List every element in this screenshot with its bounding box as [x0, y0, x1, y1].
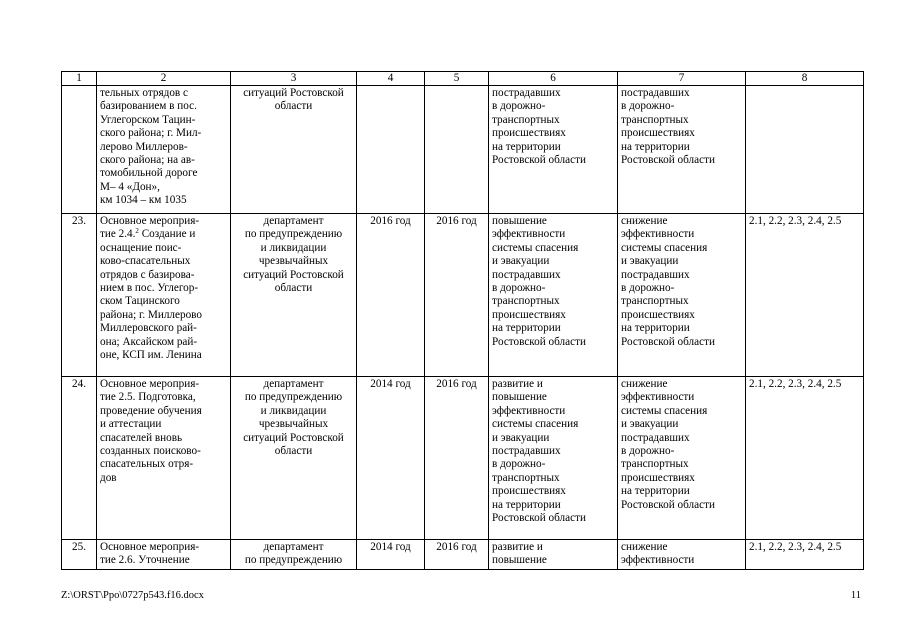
end-year: 2016 год [425, 540, 489, 570]
indicator-links: 2.1, 2.2, 2.3, 2.4, 2.5 [746, 214, 864, 377]
expected-result: развитие и повышение [489, 540, 618, 570]
header-row [62, 72, 864, 86]
row-number: 23. [62, 214, 97, 377]
executor: департамент по предупреждению [231, 540, 357, 570]
non-implementation-consequence: снижение эффективности системы спасения и эвакуации пострадавших в дорожно- транспортных происшествиях на территории Ростовской области [618, 214, 746, 377]
header-cell-6: 6 [489, 72, 618, 86]
header-cell-8: 8 [746, 72, 864, 86]
table-row [62, 377, 864, 540]
header-cell-5: 5 [425, 72, 489, 86]
table-row [62, 540, 864, 570]
page-number: 11 [850, 590, 861, 601]
end-year [425, 86, 489, 214]
start-year: 2016 год [357, 214, 425, 377]
measures-table [61, 71, 864, 570]
row-number: 24. [62, 377, 97, 540]
header-cell-4: 4 [357, 72, 425, 86]
expected-result: пострадавших в дорожно- транспортных происшествиях на территории Ростовской области [489, 86, 618, 214]
end-year: 2016 год [425, 377, 489, 540]
measure-name: Основное мероприя- тие 2.6. Уточнение [97, 540, 231, 570]
footnote-mark: 2 [135, 227, 139, 236]
end-year: 2016 год [425, 214, 489, 377]
measure-name: тельных отрядов с базированием в пос. Углегорском Тацин- ского района; г. Мил- лерово Миллеров- ского района; на ав- томобильной дороге М– 4 «Дон», км 1034 – км 1035 [97, 86, 231, 214]
header-cell-3: 3 [231, 72, 357, 86]
indicator-links: 2.1, 2.2, 2.3, 2.4, 2.5 [746, 377, 864, 540]
start-year: 2014 год [357, 377, 425, 540]
expected-result: развитие и повышение эффективности системы спасения и эвакуации пострадавших в дорожно- транспортных происшествиях на территории Ростовской области [489, 377, 618, 540]
header-cell-1: 1 [62, 72, 97, 86]
executor: департамент по предупреждению и ликвидации чрезвычайных ситуаций Ростовской области [231, 377, 357, 540]
table-row [62, 214, 864, 377]
executor: ситуаций Ростовской области [231, 86, 357, 214]
indicator-links [746, 86, 864, 214]
measure-name: Основное мероприя- тие 2.5. Подготовка, проведение обучения и аттестации спасателей вновь созданных поисково- спасательных отря- дов [97, 377, 231, 540]
indicator-links: 2.1, 2.2, 2.3, 2.4, 2.5 [746, 540, 864, 570]
table-row [62, 86, 864, 214]
expected-result: повышение эффективности системы спасения и эвакуации пострадавших в дорожно- транспортных происшествиях на территории Ростовской области [489, 214, 618, 377]
measure-name-text: Основное мероприя- тие 2.4. [100, 215, 200, 241]
file-path: Z:\ORST\Ppo\0727p543.f16.docx [61, 590, 204, 601]
start-year [357, 86, 425, 214]
header-cell-2: 2 [97, 72, 231, 86]
start-year: 2014 год [357, 540, 425, 570]
measure-name-text-cont: Создание и оснащение поис- ково-спасательных отрядов с базирова- нием в пос. Углегор- ском Тацинского района; г. Миллерово Миллеровского рай- она; Аксайском рай- оне, КСП им. Ленина [100, 228, 202, 362]
measure-name [97, 214, 231, 377]
header-cell-7: 7 [618, 72, 746, 86]
row-number: 25. [62, 540, 97, 570]
non-implementation-consequence: снижение эффективности [618, 540, 746, 570]
executor: департамент по предупреждению и ликвидации чрезвычайных ситуаций Ростовской области [231, 214, 357, 377]
non-implementation-consequence: пострадавших в дорожно- транспортных происшествиях на территории Ростовской области [618, 86, 746, 214]
row-number [62, 86, 97, 214]
non-implementation-consequence: снижение эффективности системы спасения и эвакуации пострадавших в дорожно- транспортных происшествиях на территории Ростовской области [618, 377, 746, 540]
